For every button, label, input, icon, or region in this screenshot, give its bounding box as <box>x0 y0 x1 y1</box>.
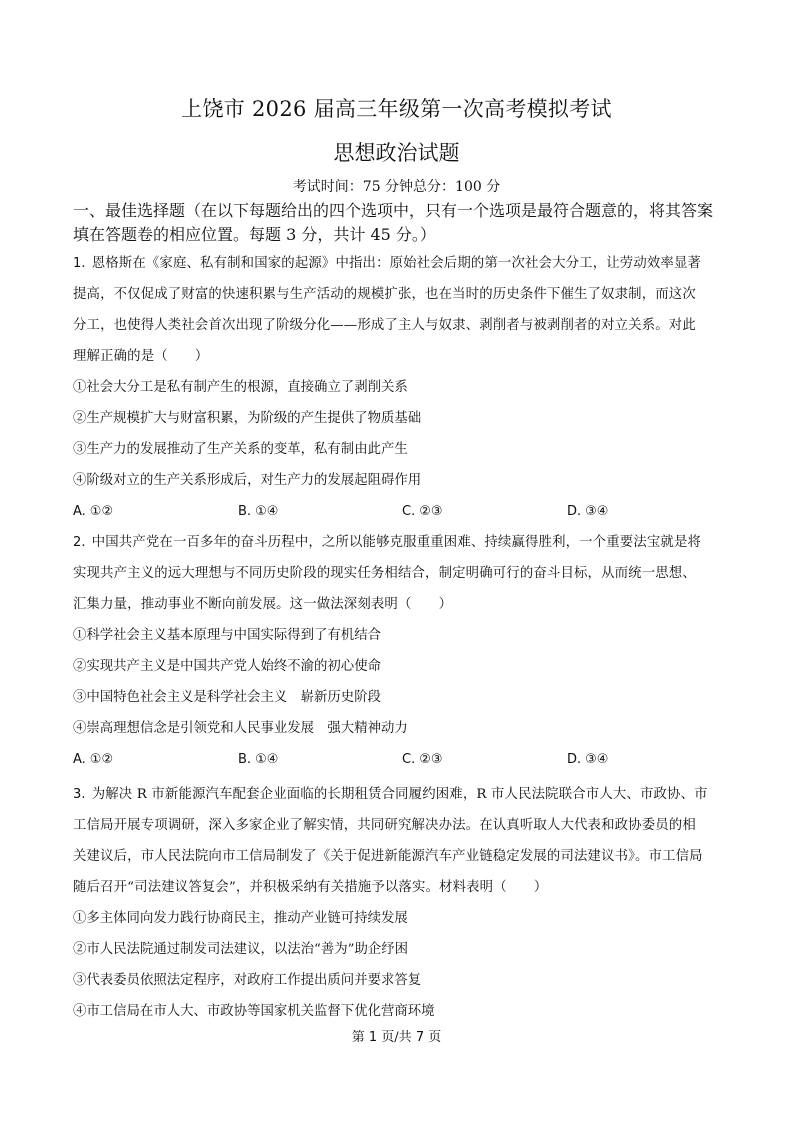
question-1 <box>73 248 725 527</box>
section-heading-line: 填在答题卷的相应位置。每题 3 分，共计 45 分。） <box>73 225 436 244</box>
section-heading <box>73 199 725 247</box>
statement-item: ④崇高理想信念是引领党和人民事业发展 强大精神动力 <box>73 721 408 736</box>
section-heading-line: 一、最佳选择题（在以下每题给出的四个选项中，只有一个选项是最符合题意的，将其答案 <box>73 201 714 220</box>
page-footer: 第 1 页/共 7 页 <box>351 1030 442 1045</box>
question-stem-line: 实现共产主义的远大理想与不同历史阶段的现实任务相结合，制定明确可行的奋斗目标，从而统一思想、 <box>73 566 696 581</box>
choice-c[interactable]: C. ②③ <box>402 504 443 519</box>
page-total: 7 <box>415 1030 425 1045</box>
answer-choices <box>73 496 725 527</box>
question-stem-line: 2. 中国共产党在一百多年的奋斗历程中，之所以能够克服重重困难、持续赢得胜利，一个重要法宝就是将 <box>73 535 702 550</box>
statement-item: ①社会大分工是私有制产生的根源，直接确立了剥削关系 <box>73 380 408 395</box>
exam-subject-title: 思想政治试题 <box>333 141 460 165</box>
choice-c[interactable]: C. ②③ <box>402 752 443 767</box>
statement-item: ②生产规模扩大与财富积累，为阶级的产生提供了物质基础 <box>73 411 422 426</box>
choice-a[interactable]: A. ①② <box>73 504 114 519</box>
statement-item: ①科学社会主义基本原理与中国实际得到了有机结合 <box>73 628 381 643</box>
question-number: 3. <box>73 787 86 802</box>
question-stem-line: 3. 为解决 R 市新能源汽车配套企业面临的长期租赁合同履约困难，R 市人民法院联合市人大、市政协、市 <box>73 787 708 802</box>
choice-d[interactable]: D. ③④ <box>567 504 609 519</box>
choice-a[interactable]: A. ①② <box>73 752 114 767</box>
question-number: 1. <box>73 256 86 271</box>
statement-item: ③代表委员依照法定程序，对政府工作提出质问并要求答复 <box>73 973 422 988</box>
choice-d[interactable]: D. ③④ <box>567 752 609 767</box>
statement-item: ②市人民法院通过制发司法建议，以法治“善为”助企纾困 <box>73 942 409 957</box>
statement-item: ④市工信局在市人大、市政协等国家机关监督下优化营商环境 <box>73 1004 435 1019</box>
question-stem-line: 理解正确的是（ ） <box>73 349 209 364</box>
question-stem-line: 随后召开“司法建议答复会”，并积极采纳有关措施予以落实。材料表明（ ） <box>73 880 548 895</box>
question-stem-line: 汇集力量，推动事业不断向前发展。这一做法深刻表明（ ） <box>73 597 453 612</box>
exam-time-info: 考试时间：75 分钟总分：100 分 <box>292 179 501 195</box>
answer-choices <box>73 744 725 775</box>
statement-item: ④阶级对立的生产关系形成后，对生产力的发展起阻碍作用 <box>73 473 422 488</box>
page-number: 1 <box>368 1030 378 1045</box>
choice-b[interactable]: B. ①④ <box>238 752 279 767</box>
statement-item: ①多主体同向发力践行协商民主，推动产业链可持续发展 <box>73 911 408 926</box>
question-stem-line: 工信局开展专项调研，深入多家企业了解实情，共同研究解决办法。在认真听取人大代表和政协委员的相 <box>73 818 696 833</box>
question-stem-line: 关建议后，市人民法院向市工信局制发了《关于促进新能源汽车产业链稳定发展的司法建议书》。市工信局 <box>73 849 703 864</box>
choice-b[interactable]: B. ①④ <box>238 504 279 519</box>
question-stem-line: 分工，也使得人类社会首次出现了阶级分化——形成了主人与奴隶、剥削者与被剥削者的对立关系。对此 <box>73 318 696 333</box>
statement-item: ③生产力的发展推动了生产关系的变革，私有制由此产生 <box>73 442 408 457</box>
question-number: 2. <box>73 535 86 550</box>
question-2 <box>73 527 725 775</box>
question-stem-line: 1. 恩格斯在《家庭、私有制和国家的起源》中指出：原始社会后期的第一次社会大分工，让劳动效率显著 <box>73 256 702 271</box>
statement-item: ②实现共产主义是中国共产党人始终不渝的初心使命 <box>73 659 381 674</box>
exam-title: 上饶市 2026 届高三年级第一次高考模拟考试 <box>181 97 612 121</box>
question-stem-line: 提高，不仅促成了财富的快速积累与生产活动的规模扩张，也在当时的历史条件下催生了奴隶制，而这次 <box>73 287 696 302</box>
statement-item: ③中国特色社会主义是科学社会主义 崭新历史阶段 <box>73 690 381 705</box>
question-3 <box>73 779 725 1027</box>
